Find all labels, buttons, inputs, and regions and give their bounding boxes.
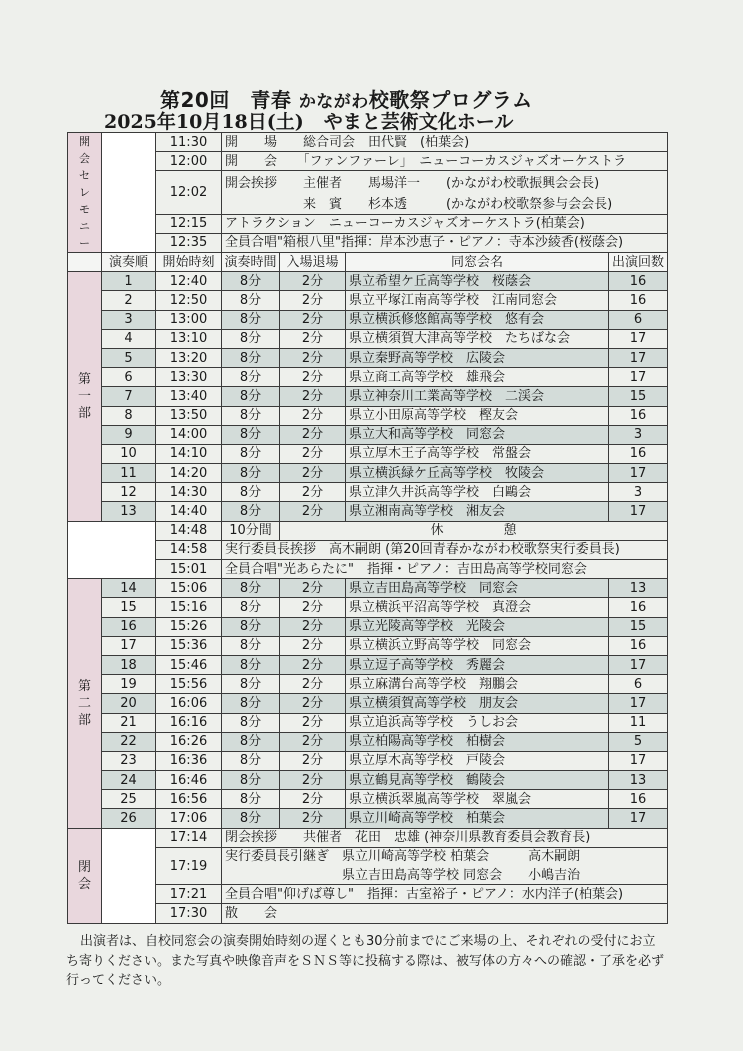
school-alumni-name: 県立厚木王子高等学校 常盤会 [346, 444, 609, 463]
appearance-count: 16 [609, 790, 668, 809]
appearance-count: 6 [609, 310, 668, 329]
performance-duration: 8分 [222, 751, 280, 770]
performance-duration: 8分 [222, 579, 280, 598]
closing-text: 閉会挨拶 共催者 花田 忠雄 (神奈川県教育委員会教育長) [222, 828, 668, 847]
performance-row [68, 771, 668, 790]
start-time: 15:26 [156, 617, 222, 636]
order-number: 4 [102, 329, 156, 348]
order-number: 26 [102, 809, 156, 828]
performance-row [68, 483, 668, 502]
performance-duration: 8分 [222, 771, 280, 790]
performance-duration: 8分 [222, 502, 280, 521]
order-number: 18 [102, 655, 156, 674]
entry-exit-time: 2分 [280, 732, 346, 751]
closing-time: 17:19 [156, 847, 222, 884]
program-table-body [68, 133, 668, 924]
appearance-count: 13 [609, 771, 668, 790]
performance-row [68, 502, 668, 521]
event-date: 2025年10月18日(土) [104, 111, 304, 133]
performance-row [68, 655, 668, 674]
break-label-a: 休 [430, 523, 444, 539]
order-number: 5 [102, 348, 156, 367]
entry-exit-time: 2分 [280, 771, 346, 790]
appearance-count: 17 [609, 368, 668, 387]
entry-exit-time: 2分 [280, 598, 346, 617]
closing-row [68, 885, 668, 904]
school-alumni-name: 県立横浜緑ケ丘高等学校 牧陵会 [346, 464, 609, 483]
ceremony-time: 11:30 [156, 133, 222, 152]
section-label-part2: 第 二 部 [68, 579, 102, 828]
entry-exit-time: 2分 [280, 502, 346, 521]
performance-duration: 8分 [222, 617, 280, 636]
start-time: 16:26 [156, 732, 222, 751]
start-time: 16:16 [156, 713, 222, 732]
performance-duration: 8分 [222, 425, 280, 444]
order-number: 7 [102, 387, 156, 406]
entry-exit-time: 2分 [280, 694, 346, 713]
start-time: 14:10 [156, 444, 222, 463]
order-number: 1 [102, 272, 156, 291]
break-duration: 10分間 [222, 521, 280, 540]
start-time: 14:00 [156, 425, 222, 444]
school-alumni-name: 県立吉田島高等学校 同窓会 [346, 579, 609, 598]
performance-row [68, 329, 668, 348]
appearance-count: 16 [609, 444, 668, 463]
start-time: 14:20 [156, 464, 222, 483]
performance-row [68, 464, 668, 483]
performance-row [68, 732, 668, 751]
performance-row [68, 617, 668, 636]
entry-exit-time: 2分 [280, 368, 346, 387]
appearance-count: 3 [609, 483, 668, 502]
start-time: 17:06 [156, 809, 222, 828]
school-alumni-name: 県立厚木高等学校 戸陵会 [346, 751, 609, 770]
greeting-text: 実行委員長挨拶 高木嗣朗 (第20回青春かながわ校歌祭実行委員長) [222, 540, 668, 559]
appearance-count: 16 [609, 598, 668, 617]
entry-exit-time: 2分 [280, 713, 346, 732]
performance-row [68, 598, 668, 617]
ceremony-row [68, 171, 668, 196]
school-alumni-name: 県立川崎高等学校 柏葉会 [346, 809, 609, 828]
performance-row [68, 387, 668, 406]
school-alumni-name: 県立商工高等学校 雄飛会 [346, 368, 609, 387]
closing-time: 17:30 [156, 904, 222, 923]
blank-cell [68, 521, 156, 579]
order-number: 14 [102, 579, 156, 598]
start-time: 16:46 [156, 771, 222, 790]
school-alumni-name: 県立希望ケ丘高等学校 桜蔭会 [346, 272, 609, 291]
school-alumni-name: 県立鶴見高等学校 鶴陵会 [346, 771, 609, 790]
entry-exit-time: 2分 [280, 675, 346, 694]
performance-row [68, 368, 668, 387]
performance-duration: 8分 [222, 598, 280, 617]
entry-exit-time: 2分 [280, 310, 346, 329]
ceremony-time: 12:00 [156, 152, 222, 171]
start-time: 14:30 [156, 483, 222, 502]
school-alumni-name: 県立追浜高等学校 うしお会 [346, 713, 609, 732]
start-time: 13:50 [156, 406, 222, 425]
school-alumni-name: 県立津久井浜高等学校 白鷗会 [346, 483, 609, 502]
start-time: 13:20 [156, 348, 222, 367]
ceremony-row [68, 233, 668, 252]
closing-row [68, 828, 668, 847]
performance-row [68, 675, 668, 694]
header-spacer [68, 253, 102, 272]
school-alumni-name: 県立横須賀高等学校 朋友会 [346, 694, 609, 713]
order-number: 9 [102, 425, 156, 444]
chorus-row [68, 560, 668, 579]
performance-duration: 8分 [222, 291, 280, 310]
performance-row [68, 751, 668, 770]
start-time: 15:36 [156, 636, 222, 655]
performance-duration: 8分 [222, 713, 280, 732]
start-time: 15:56 [156, 675, 222, 694]
school-alumni-name: 県立小田原高等学校 樫友会 [346, 406, 609, 425]
order-number: 15 [102, 598, 156, 617]
entry-exit-time: 2分 [280, 617, 346, 636]
entry-exit-time: 2分 [280, 425, 346, 444]
performance-duration: 8分 [222, 636, 280, 655]
table-header-row [68, 253, 668, 272]
performance-row [68, 291, 668, 310]
appearance-count: 17 [609, 464, 668, 483]
appearance-count: 16 [609, 406, 668, 425]
appearance-count: 3 [609, 425, 668, 444]
break-time: 14:48 [156, 521, 222, 540]
performance-duration: 8分 [222, 464, 280, 483]
entry-exit-time: 2分 [280, 636, 346, 655]
ceremony-row [68, 152, 668, 171]
performance-duration: 8分 [222, 310, 280, 329]
program-subtitle [104, 107, 513, 134]
school-alumni-name: 県立横浜翠嵐高等学校 翠嵐会 [346, 790, 609, 809]
performance-row [68, 809, 668, 828]
ceremony-time: 12:15 [156, 214, 222, 233]
performance-duration: 8分 [222, 694, 280, 713]
appearance-count: 15 [609, 617, 668, 636]
entry-exit-time: 2分 [280, 483, 346, 502]
entry-exit-time: 2分 [280, 291, 346, 310]
order-number: 12 [102, 483, 156, 502]
school-alumni-name: 県立湘南高等学校 湘友会 [346, 502, 609, 521]
header-duration: 演奏時間 [222, 253, 280, 272]
ceremony-text: 全員合唱"箱根八里"指揮：岸本沙恵子・ピアノ：寺本沙綾香(桜蔭会) [222, 233, 668, 252]
appearance-count: 11 [609, 713, 668, 732]
event-venue: やまと芸術文化ホール [323, 111, 514, 133]
order-number: 25 [102, 790, 156, 809]
break-row [68, 521, 668, 540]
start-time: 16:36 [156, 751, 222, 770]
header-count: 出演回数 [609, 253, 668, 272]
title-sub: かながわ [298, 92, 369, 112]
section-label-closing: 閉 会 [68, 828, 102, 923]
start-time: 14:40 [156, 502, 222, 521]
closing-text: 実行委員長引継ぎ 県立川崎高等学校 柏葉会 高木嗣朗 [222, 847, 668, 866]
performance-row [68, 713, 668, 732]
entry-exit-time: 2分 [280, 464, 346, 483]
start-time: 13:00 [156, 310, 222, 329]
start-time: 13:30 [156, 368, 222, 387]
school-alumni-name: 県立横須賀大津高等学校 たちばな会 [346, 329, 609, 348]
title-main: 第20回 青春 [160, 88, 292, 112]
order-number: 19 [102, 675, 156, 694]
order-number: 16 [102, 617, 156, 636]
school-alumni-name: 県立柏陽高等学校 柏樹会 [346, 732, 609, 751]
entry-exit-time: 2分 [280, 329, 346, 348]
school-alumni-name: 県立横浜平沼高等学校 真澄会 [346, 598, 609, 617]
section-label-ceremony: 開 会 セ レ モ ニ ー [68, 133, 102, 253]
header-start: 開始時刻 [156, 253, 222, 272]
start-time: 16:56 [156, 790, 222, 809]
order-number: 10 [102, 444, 156, 463]
entry-exit-time: 2分 [280, 272, 346, 291]
order-number: 8 [102, 406, 156, 425]
performance-row [68, 272, 668, 291]
program-table [67, 132, 668, 924]
ceremony-text: アトラクション ニューコーカスジャズオーケストラ(柏葉会) [222, 214, 668, 233]
school-alumni-name: 県立大和高等学校 同窓会 [346, 425, 609, 444]
ceremony-time: 12:35 [156, 233, 222, 252]
performance-duration: 8分 [222, 732, 280, 751]
order-number: 3 [102, 310, 156, 329]
order-number: 24 [102, 771, 156, 790]
school-alumni-name: 県立横浜立野高等学校 同窓会 [346, 636, 609, 655]
start-time: 16:06 [156, 694, 222, 713]
performance-row [68, 444, 668, 463]
closing-row [68, 904, 668, 923]
school-alumni-name: 県立平塚江南高等学校 江南同窓会 [346, 291, 609, 310]
blank-cell [102, 828, 156, 923]
closing-text: 散 会 [222, 904, 668, 923]
entry-exit-time: 2分 [280, 387, 346, 406]
closing-time: 17:21 [156, 885, 222, 904]
school-alumni-name: 県立麻溝台高等学校 翔鵬会 [346, 675, 609, 694]
order-number: 20 [102, 694, 156, 713]
appearance-count: 17 [609, 809, 668, 828]
performance-duration: 8分 [222, 809, 280, 828]
header-entry: 入場退場 [280, 253, 346, 272]
start-time: 13:40 [156, 387, 222, 406]
appearance-count: 16 [609, 291, 668, 310]
order-number: 23 [102, 751, 156, 770]
school-alumni-name: 県立光陵高等学校 光陵会 [346, 617, 609, 636]
order-number: 17 [102, 636, 156, 655]
start-time: 15:06 [156, 579, 222, 598]
performance-row [68, 406, 668, 425]
appearance-count: 13 [609, 579, 668, 598]
break-label [280, 521, 668, 540]
entry-exit-time: 2分 [280, 444, 346, 463]
school-alumni-name: 県立逗子高等学校 秀麗会 [346, 655, 609, 674]
appearance-count: 6 [609, 675, 668, 694]
performance-row [68, 310, 668, 329]
appearance-count: 17 [609, 348, 668, 367]
chorus-time: 15:01 [156, 560, 222, 579]
start-time: 12:50 [156, 291, 222, 310]
order-number: 21 [102, 713, 156, 732]
performance-row [68, 348, 668, 367]
order-number: 22 [102, 732, 156, 751]
entry-exit-time: 2分 [280, 348, 346, 367]
ceremony-text: 開 会 「ファンファーレ」 ニューコーカスジャズオーケストラ [222, 152, 668, 171]
appearance-count: 16 [609, 272, 668, 291]
appearance-count: 17 [609, 502, 668, 521]
start-time: 13:10 [156, 329, 222, 348]
performance-duration: 8分 [222, 790, 280, 809]
school-alumni-name: 県立秦野高等学校 広陵会 [346, 348, 609, 367]
closing-text: 県立吉田島高等学校 同窓会 小嶋吉治 [222, 866, 668, 885]
performance-row [68, 694, 668, 713]
greeting-time: 14:58 [156, 540, 222, 559]
break-label-b: 憩 [503, 523, 517, 539]
ceremony-text: 来 賓 杉本透 (かながわ校歌祭参与会会長) [222, 195, 668, 214]
performance-duration: 8分 [222, 444, 280, 463]
section-label-part1: 第 一 部 [68, 272, 102, 521]
start-time: 15:16 [156, 598, 222, 617]
performance-duration: 8分 [222, 483, 280, 502]
performance-duration: 8分 [222, 272, 280, 291]
closing-text: 全員合唱"仰げば尊し" 指揮：古室裕子・ピアノ：水内洋子(柏葉会) [222, 885, 668, 904]
performance-row [68, 425, 668, 444]
entry-exit-time: 2分 [280, 579, 346, 598]
appearance-count: 5 [609, 732, 668, 751]
closing-time: 17:14 [156, 828, 222, 847]
school-alumni-name: 県立神奈川工業高等学校 二渓会 [346, 387, 609, 406]
ceremony-row [68, 133, 668, 152]
order-number: 2 [102, 291, 156, 310]
performance-duration: 8分 [222, 406, 280, 425]
performance-row [68, 636, 668, 655]
performance-duration: 8分 [222, 348, 280, 367]
order-number: 6 [102, 368, 156, 387]
appearance-count: 17 [609, 751, 668, 770]
appearance-count: 15 [609, 387, 668, 406]
notice-text: 出演者は、自校同窓会の演奏開始時刻の遅くとも30分前までにご来場の上、それぞれの受付にお立ち寄りください。また写真や映像音声をＳＮＳ等に投稿する際は、被写体の方々への確認・了承を必ず行ってください。 [66, 934, 665, 988]
school-alumni-name: 県立横浜修悠館高等学校 悠有会 [346, 310, 609, 329]
closing-row [68, 847, 668, 866]
performance-duration: 8分 [222, 655, 280, 674]
appearance-count: 17 [609, 329, 668, 348]
entry-exit-time: 2分 [280, 790, 346, 809]
entry-exit-time: 2分 [280, 655, 346, 674]
title-end: 校歌祭プログラム [368, 88, 533, 112]
performance-row [68, 579, 668, 598]
order-number: 13 [102, 502, 156, 521]
blank-cell [102, 133, 156, 253]
ceremony-text: 開 場 総合司会 田代賢 (柏葉会) [222, 133, 668, 152]
entry-exit-time: 2分 [280, 809, 346, 828]
order-number: 11 [102, 464, 156, 483]
header-school: 同窓会名 [346, 253, 609, 272]
performance-duration: 8分 [222, 329, 280, 348]
header-order: 演奏順 [102, 253, 156, 272]
ceremony-time: 12:02 [156, 171, 222, 214]
entry-exit-time: 2分 [280, 406, 346, 425]
performance-duration: 8分 [222, 368, 280, 387]
performance-row [68, 790, 668, 809]
appearance-count: 17 [609, 655, 668, 674]
appearance-count: 17 [609, 694, 668, 713]
greeting-row [68, 540, 668, 559]
chorus-text: 全員合唱"光あらたに" 指揮・ピアノ：吉田島高等学校同窓会 [222, 560, 668, 579]
start-time: 12:40 [156, 272, 222, 291]
ceremony-text: 開会挨拶 主催者 馬場洋一 (かながわ校歌振興会会長) [222, 171, 668, 196]
ceremony-row [68, 214, 668, 233]
performance-duration: 8分 [222, 675, 280, 694]
appearance-count: 16 [609, 636, 668, 655]
start-time: 15:46 [156, 655, 222, 674]
performance-duration: 8分 [222, 387, 280, 406]
entry-exit-time: 2分 [280, 751, 346, 770]
